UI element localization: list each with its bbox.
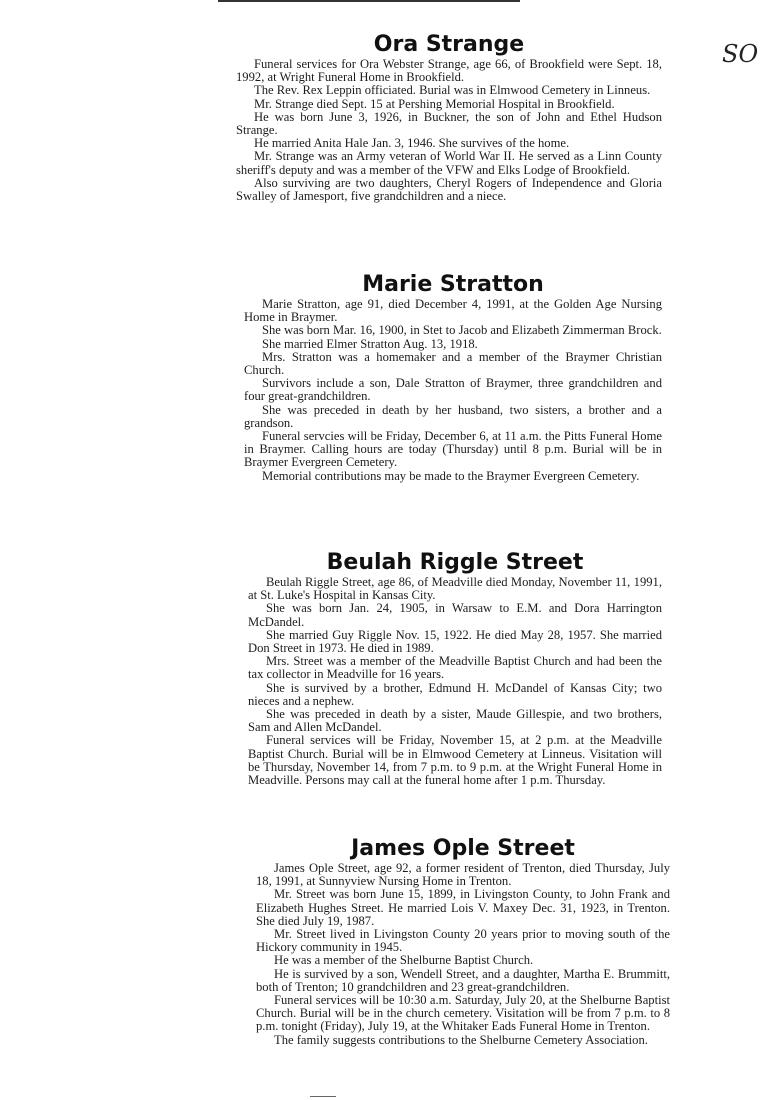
margin-handwritten-note: SO — [722, 40, 759, 68]
obituary-paragraph: Survivors include a son, Dale Stratton of Braymer, three grandchildren and four great-grandchildren. — [244, 376, 662, 404]
obituary-paragraph: He is survived by a son, Wendell Street, and a daughter, Martha E. Brummitt, both of Trenton; 10 grandchildren and 23 great-grandchildren. — [256, 966, 670, 994]
obituary-paragraph: Mr. Street was born June 15, 1899, in Livingston County, to John Frank and Elizabeth Hughes Street. He married Lois V. Maxey Dec. 31, 1923, in Trenton. She died July 19, 1987. — [256, 887, 670, 928]
obituary-paragraph: The family suggests contributions to the Shelburne Cemetery Association. — [274, 1032, 648, 1047]
obituary-paragraph: She married Guy Riggle Nov. 15, 1922. He died May 28, 1957. She married Don Street in 1973. He died in 1989. — [248, 627, 662, 656]
obituary-paragraph: He was a member of the Shelburne Baptist Church. — [274, 953, 534, 968]
obituary-paragraph: Beulah Riggle Street, age 86, of Meadville died Monday, November 11, 1991, at St. Luke's Hospital in Kansas City. — [248, 575, 662, 603]
top-rule — [218, 0, 520, 2]
obituary-beulah-riggle-street — [248, 550, 662, 787]
obituary-paragraph: The Rev. Rex Leppin officiated. Burial was in Elmwood Cemetery in Linneus. — [254, 83, 651, 98]
obituary-paragraph: Marie Stratton, age 91, died December 4, 1991, at the Golden Age Nursing Home in Braymer. — [244, 297, 662, 325]
obituary-paragraph: James Ople Street, age 92, a former resident of Trenton, died Thursday, July 18, 1991, at Sunnyview Nursing Home in Trenton. — [256, 861, 670, 889]
obituary-paragraph: Funeral services will be Friday, November 15, at 2 p.m. at the Meadville Baptist Church. Burial will be in Elmwood Cemetery at Linneus. Visitation will be Thursday, November 14, from 7 p.m. to 9 p.m. at the Wright Funeral Home in Meadville. Persons may call at the funeral home after 1 p.m. Thursday. — [248, 733, 662, 788]
obituary-paragraph: She was preceded in death by her husband, two sisters, a brother and a grandson. — [244, 402, 662, 430]
obituary-paragraph: She was born Jan. 24, 1905, in Warsaw to E.M. and Dora Harrington McDandel. — [248, 601, 662, 629]
obituary-paragraph: She was preceded in death by a sister, Maude Gillespie, and two brothers, Sam and Allen McDandel. — [248, 707, 662, 735]
obituary-paragraph: She is survived by a brother, Edmund H. McDandel of Kansas City; two nieces and a nephew. — [248, 680, 662, 708]
obituary-paragraph: Mrs. Street was a member of the Meadville Baptist Church and had been the tax collector in Meadville for 16 years. — [248, 654, 662, 682]
obituary-heading: Beulah Riggle Street — [326, 550, 584, 575]
obituary-heading: James Ople Street — [351, 836, 575, 861]
obituary-marie-stratton — [244, 272, 662, 483]
obituary-paragraph: She married Elmer Stratton Aug. 13, 1918. — [262, 336, 478, 351]
obituary-paragraph: Mr. Strange was an Army veteran of World War II. He served as a Linn County sheriff's deputy and was a member of the VFW and Elks Lodge of Brookfield. — [236, 149, 662, 177]
obituary-paragraph: She was born Mar. 16, 1900, in Stet to Jacob and Elizabeth Zimmerman Brock. — [262, 323, 662, 338]
obituary-james-ople-street — [256, 836, 670, 1047]
obituary-paragraph: Funeral services for Ora Webster Strange, age 66, of Brookfield were Sept. 18, 1992, at Wright Funeral Home in Brookfield. — [236, 57, 662, 85]
obituary-paragraph: He married Anita Hale Jan. 3, 1946. She survives of the home. — [254, 136, 570, 151]
obituary-paragraph: Funeral servcies will be Friday, December 6, at 11 a.m. the Pitts Funeral Home in Braymer. Calling hours are today (Thursday) until 8 p.m. Burial will be in Braymer Evergreen Cemetery. — [244, 429, 662, 470]
obituary-heading: Ora Strange — [373, 32, 525, 57]
obituary-paragraph: He was born June 3, 1926, in Buckner, the son of John and Ethel Hudson Strange. — [236, 109, 662, 138]
obituary-paragraph: Memorial contributions may be made to the Braymer Evergreen Cemetery. — [262, 468, 640, 483]
obituary-paragraph: Also surviving are two daughters, Cheryl Rogers of Independence and Gloria Swalley of Jamesport, five grandchildren and a niece. — [236, 175, 662, 204]
bottom-rule — [310, 1096, 336, 1097]
obituary-paragraph: Funeral services will be 10:30 a.m. Saturday, July 20, at the Shelburne Baptist Church. Burial will be in the church cemetery. Visitation will be from 7 p.m. to 8 p.m. tonight (Friday), July 19, at the Whitaker Eads Funeral Home in Trenton. — [256, 993, 670, 1034]
obituary-heading: Marie Stratton — [362, 272, 544, 297]
obituary-ora-strange — [236, 32, 662, 203]
obituary-paragraph: Mr. Street lived in Livingston County 20 years prior to moving south of the Hickory community in 1945. — [256, 927, 670, 955]
obituary-paragraph: Mr. Strange died Sept. 15 at Pershing Memorial Hospital in Brookfield. — [254, 96, 615, 111]
obituary-paragraph: Mrs. Stratton was a homemaker and a member of the Braymer Christian Church. — [244, 349, 662, 378]
